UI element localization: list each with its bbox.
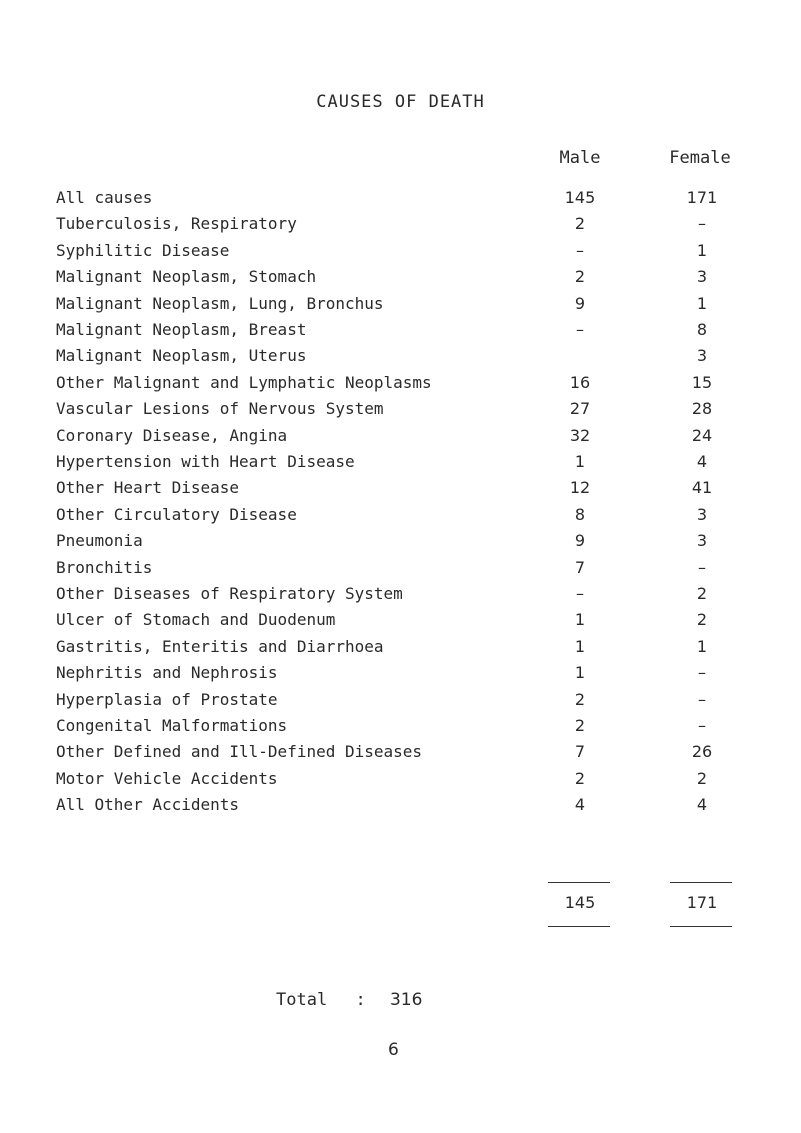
table-row	[0, 452, 801, 478]
female-value: 1	[696, 636, 708, 656]
female-value: 8	[696, 320, 708, 339]
table-row	[0, 663, 801, 689]
female-value: 2	[696, 610, 708, 630]
male-value: 9	[574, 531, 586, 551]
cause-label: Ulcer of Stomach and Duodenum	[56, 610, 336, 630]
female-value: 2	[696, 768, 708, 788]
female-value: 3	[696, 531, 708, 551]
male-value: 2	[574, 214, 586, 234]
table-row	[0, 505, 801, 531]
female-value: –	[698, 716, 706, 735]
female-value: 24	[691, 425, 713, 445]
cause-label: Pneumonia	[56, 531, 143, 551]
total-female-value: 171	[686, 893, 718, 912]
male-value: –	[576, 240, 584, 260]
cause-label: Malignant Neoplasm, Breast	[56, 320, 307, 339]
cause-label: Malignant Neoplasm, Stomach	[56, 267, 317, 287]
table-row	[0, 716, 801, 742]
table-row	[0, 795, 801, 821]
column-header-female: Female	[669, 148, 731, 168]
female-value: 1	[696, 293, 708, 313]
page-title: CAUSES OF DEATH	[316, 92, 485, 112]
male-value: 2	[574, 768, 586, 788]
table-row	[0, 399, 801, 425]
total-rule-top-male	[548, 882, 610, 883]
grand-total-value: 316	[389, 990, 423, 1010]
table-row	[0, 531, 801, 557]
female-value: 1	[696, 240, 708, 260]
female-value: 3	[696, 267, 708, 287]
cause-label: Other Circulatory Disease	[56, 504, 297, 524]
table-row	[0, 346, 801, 372]
cause-label: Gastritis, Enteritis and Diarrhoea	[56, 636, 384, 656]
female-value: –	[698, 557, 706, 577]
cause-label: Other Defined and Ill-Defined Diseases	[56, 742, 423, 762]
cause-label: Malignant Neoplasm, Lung, Bronchus	[56, 293, 384, 313]
cause-label: Motor Vehicle Accidents	[56, 768, 278, 788]
table-row	[0, 690, 801, 716]
total-rule-bottom-male	[548, 926, 610, 927]
grand-total	[276, 990, 422, 1010]
male-value: 16	[569, 372, 591, 392]
table-row	[0, 584, 801, 610]
male-value: 8	[574, 504, 586, 524]
male-value: 4	[574, 795, 586, 815]
female-value: –	[698, 663, 706, 683]
male-value: 27	[569, 399, 591, 419]
table-row	[0, 769, 801, 795]
male-value: 1	[574, 610, 586, 630]
male-value: 2	[574, 689, 586, 709]
female-value: –	[698, 689, 706, 709]
cause-label: All Other Accidents	[56, 795, 240, 815]
male-value: –	[576, 584, 584, 603]
cause-label: Bronchitis	[56, 557, 153, 577]
table-row	[0, 320, 801, 346]
female-value: 2	[696, 584, 708, 603]
totals-row	[0, 893, 801, 919]
male-value: –	[576, 320, 584, 339]
male-value: 1	[574, 663, 586, 683]
table-row	[0, 637, 801, 663]
cause-label: Other Heart Disease	[56, 478, 240, 498]
female-value: 3	[696, 346, 708, 366]
cause-label: All causes	[56, 188, 153, 207]
female-value: –	[698, 214, 706, 234]
cause-label: Congenital Malformations	[56, 716, 288, 735]
female-value: 28	[691, 399, 713, 419]
cause-label: Hyperplasia of Prostate	[56, 689, 278, 709]
page-number: 6	[388, 1040, 399, 1060]
female-value: 3	[696, 504, 708, 524]
male-value: 145	[564, 188, 596, 207]
table-row	[0, 478, 801, 504]
female-value: 26	[691, 742, 713, 762]
total-rule-top-female	[670, 882, 732, 883]
female-value: 41	[691, 478, 713, 498]
table-row	[0, 188, 801, 214]
cause-label: Nephritis and Nephrosis	[56, 663, 278, 683]
table-row	[0, 214, 801, 240]
table-row	[0, 373, 801, 399]
male-value: 12	[569, 478, 591, 498]
table-row	[0, 610, 801, 636]
cause-label: Other Diseases of Respiratory System	[56, 584, 403, 603]
male-value: 1	[574, 636, 586, 656]
cause-label: Syphilitic Disease	[56, 240, 230, 260]
cause-label: Other Malignant and Lymphatic Neoplasms	[56, 372, 432, 392]
total-male-value: 145	[564, 893, 596, 912]
female-value: 15	[691, 372, 713, 392]
total-rule-bottom-female	[670, 926, 732, 927]
table-row	[0, 294, 801, 320]
cause-label: Coronary Disease, Angina	[56, 425, 288, 445]
table-row	[0, 558, 801, 584]
table-row	[0, 267, 801, 293]
grand-total-label: Total	[276, 990, 328, 1010]
female-value: 171	[686, 188, 718, 207]
cause-label: Vascular Lesions of Nervous System	[56, 399, 384, 419]
table-row	[0, 742, 801, 768]
cause-label: Tuberculosis, Respiratory	[56, 214, 297, 234]
cause-label: Hypertension with Heart Disease	[56, 452, 355, 471]
column-header-male: Male	[559, 148, 601, 168]
male-value: 32	[569, 425, 591, 445]
grand-total-separator: :	[355, 990, 366, 1010]
male-value: 2	[574, 716, 586, 735]
male-value: 1	[574, 452, 586, 471]
female-value: 4	[696, 795, 708, 815]
male-value: 7	[574, 557, 586, 577]
male-value: 9	[574, 293, 586, 313]
female-value: 4	[696, 452, 708, 471]
male-value: 7	[574, 742, 586, 762]
male-value: 2	[574, 267, 586, 287]
table-row	[0, 426, 801, 452]
cause-label: Malignant Neoplasm, Uterus	[56, 346, 307, 366]
table-row	[0, 241, 801, 267]
